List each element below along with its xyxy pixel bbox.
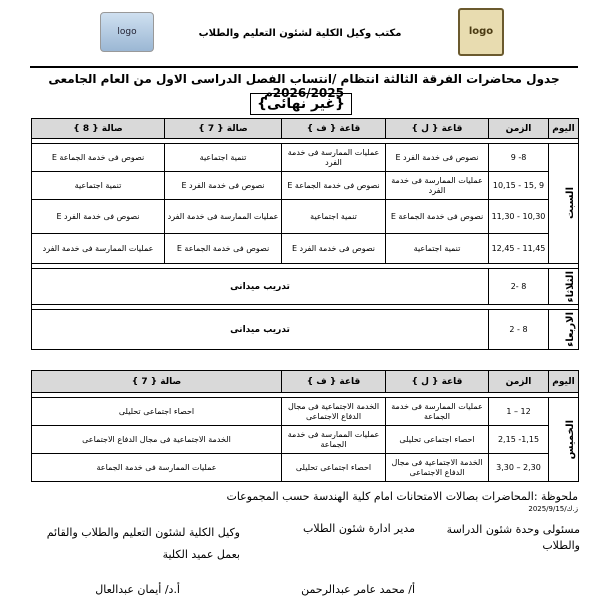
time-cell: 11,45 - 12,45 bbox=[489, 234, 549, 264]
table-row bbox=[32, 144, 579, 172]
lecture-cell: احصاء اجتماعى تحليلى bbox=[32, 398, 282, 426]
header-day: اليوم bbox=[549, 371, 579, 393]
activity-cell: تدريب ميدانى bbox=[32, 310, 489, 350]
lecture-cell: عمليات الممارسة فى خدمة الفرد bbox=[165, 200, 282, 234]
signature-study-affairs: مسئولى وحدة شئون الدراسة والطلاب bbox=[446, 523, 580, 552]
lecture-cell: احصاء اجتماعى تحليلى bbox=[386, 426, 489, 454]
lecture-cell: عمليات الممارسة فى خدمة الجماعة bbox=[282, 426, 386, 454]
time-cell: 1,15- 2,15 bbox=[489, 426, 549, 454]
lecture-cell: الخدمة الاجتماعية فى مجال الدفاع الاجتماعى bbox=[386, 454, 489, 482]
lecture-cell: عمليات الممارسة فى خدمة الفرد bbox=[32, 234, 165, 264]
day-cell-thursday bbox=[549, 398, 579, 482]
lecture-cell: نصوص فى خدمة الفرد E bbox=[165, 172, 282, 200]
header-day: اليوم bbox=[549, 119, 579, 139]
day-label: السبت bbox=[565, 187, 576, 220]
lecture-cell: احصاء اجتماعى تحليلى bbox=[282, 454, 386, 482]
lecture-cell: الخدمة الاجتماعية فى مجال الدفاع الاجتماعى bbox=[32, 426, 282, 454]
header-time: الزمن bbox=[489, 371, 549, 393]
lecture-cell: عمليات الممارسة فى خدمة الفرد bbox=[386, 172, 489, 200]
lecture-cell: نصوص فى خدمة الفرد E bbox=[386, 144, 489, 172]
table-header-row bbox=[32, 371, 579, 393]
header-room-l: قاعة { ل } bbox=[386, 371, 489, 393]
activity-cell: تدريب ميدانى bbox=[32, 269, 489, 305]
table-row bbox=[32, 172, 579, 200]
day-label: الثلاثاء bbox=[565, 270, 576, 303]
header-room-f: قاعة { ف } bbox=[282, 371, 386, 393]
lecture-cell: تنمية اجتماعية bbox=[32, 172, 165, 200]
time-cell: 12 – 1 bbox=[489, 398, 549, 426]
lecture-cell: عمليات الممارسة فى خدمة الجماعة bbox=[386, 398, 489, 426]
faculty-logo-right: logo bbox=[458, 8, 504, 56]
time-cell: 8 -2 bbox=[489, 269, 549, 305]
lecture-cell: نصوص فى خدمة الفرد E bbox=[282, 234, 386, 264]
header-hall-8: صالة { 8 } bbox=[32, 119, 165, 139]
lecture-cell: عمليات الممارسة فى خدمة الفرد bbox=[282, 144, 386, 172]
table-header-row bbox=[32, 119, 579, 139]
date-note: ز.ك/2025/9/15 bbox=[528, 505, 578, 513]
lecture-cell: نصوص فى خدمة الجماعة E bbox=[165, 234, 282, 264]
table-row bbox=[32, 234, 579, 264]
signature-student-affairs-title: مدير ادارة شئون الطلاب bbox=[302, 522, 415, 535]
lecture-cell: نصوص فى خدمة الفرد E bbox=[32, 200, 165, 234]
table-row bbox=[32, 426, 579, 454]
day-label: الاربعاء bbox=[565, 312, 576, 347]
status-badge: {غير نهائى} bbox=[250, 93, 352, 115]
table-row bbox=[32, 398, 579, 426]
signature-vice-dean-name: أ.د/ أيمان عبدالعال bbox=[95, 583, 180, 596]
header-time: الزمن bbox=[489, 119, 549, 139]
day-cell-tuesday bbox=[549, 269, 579, 305]
day-cell-wednesday bbox=[549, 310, 579, 350]
time-cell: 9 ,15 - 10,15 bbox=[489, 172, 549, 200]
university-logo-left: logo bbox=[100, 12, 154, 52]
schedule-title: جدول محاضرات الفرقة الثالثة انتظام /انتساب الفصل الدراسى الاول من العام الجامعى 2026/2025م bbox=[48, 72, 560, 100]
header-room-f: قاعة { ف } bbox=[282, 119, 386, 139]
table-row bbox=[32, 454, 579, 482]
schedule-table-thursday bbox=[31, 370, 579, 482]
schedule-table-main bbox=[31, 118, 579, 350]
time-cell: 8 - 2 bbox=[489, 310, 549, 350]
footer-note: ملحوظة :المحاضرات بصالات الامتحانات امام كلية الهندسة حسب المجموعات bbox=[226, 490, 578, 503]
table-row bbox=[32, 200, 579, 234]
time-cell: 2,30 – 3,30 bbox=[489, 454, 549, 482]
header-divider bbox=[30, 66, 578, 68]
signature-student-affairs-name: أ/ محمد عامر عبدالرحمن bbox=[301, 583, 415, 596]
time-cell: 10,30 - 11,30 bbox=[489, 200, 549, 234]
lecture-cell: الخدمة الاجتماعية فى مجال الدفاع الاجتماعى bbox=[282, 398, 386, 426]
table-row bbox=[32, 310, 579, 350]
office-title: مكتب وكيل الكلية لشئون التعليم والطلاب bbox=[198, 28, 402, 39]
header-hall-7: صالة { 7 } bbox=[32, 371, 282, 393]
lecture-cell: تنمية اجتماعية bbox=[282, 200, 386, 234]
header-room-l: قاعة { ل } bbox=[386, 119, 489, 139]
day-label: الخميس bbox=[565, 419, 576, 460]
lecture-cell: عمليات الممارسة فى خدمة الجماعة bbox=[32, 454, 282, 482]
time-cell: 8- 9 bbox=[489, 144, 549, 172]
lecture-cell: نصوص فى خدمة الجماعة E bbox=[32, 144, 165, 172]
lecture-cell: نصوص فى خدمة الجماعة E bbox=[386, 200, 489, 234]
lecture-cell: تنمية اجتماعية bbox=[165, 144, 282, 172]
lecture-cell: نصوص فى خدمة الجماعة E bbox=[282, 172, 386, 200]
table-row bbox=[32, 269, 579, 305]
signature-vice-dean-title: وكيل الكلية لشئون التعليم والطلاب والقائم بعمل عميد الكلية bbox=[46, 526, 240, 561]
lecture-cell: تنمية اجتماعية bbox=[386, 234, 489, 264]
day-cell-saturday bbox=[549, 144, 579, 264]
header-hall-7: صالة { 7 } bbox=[165, 119, 282, 139]
